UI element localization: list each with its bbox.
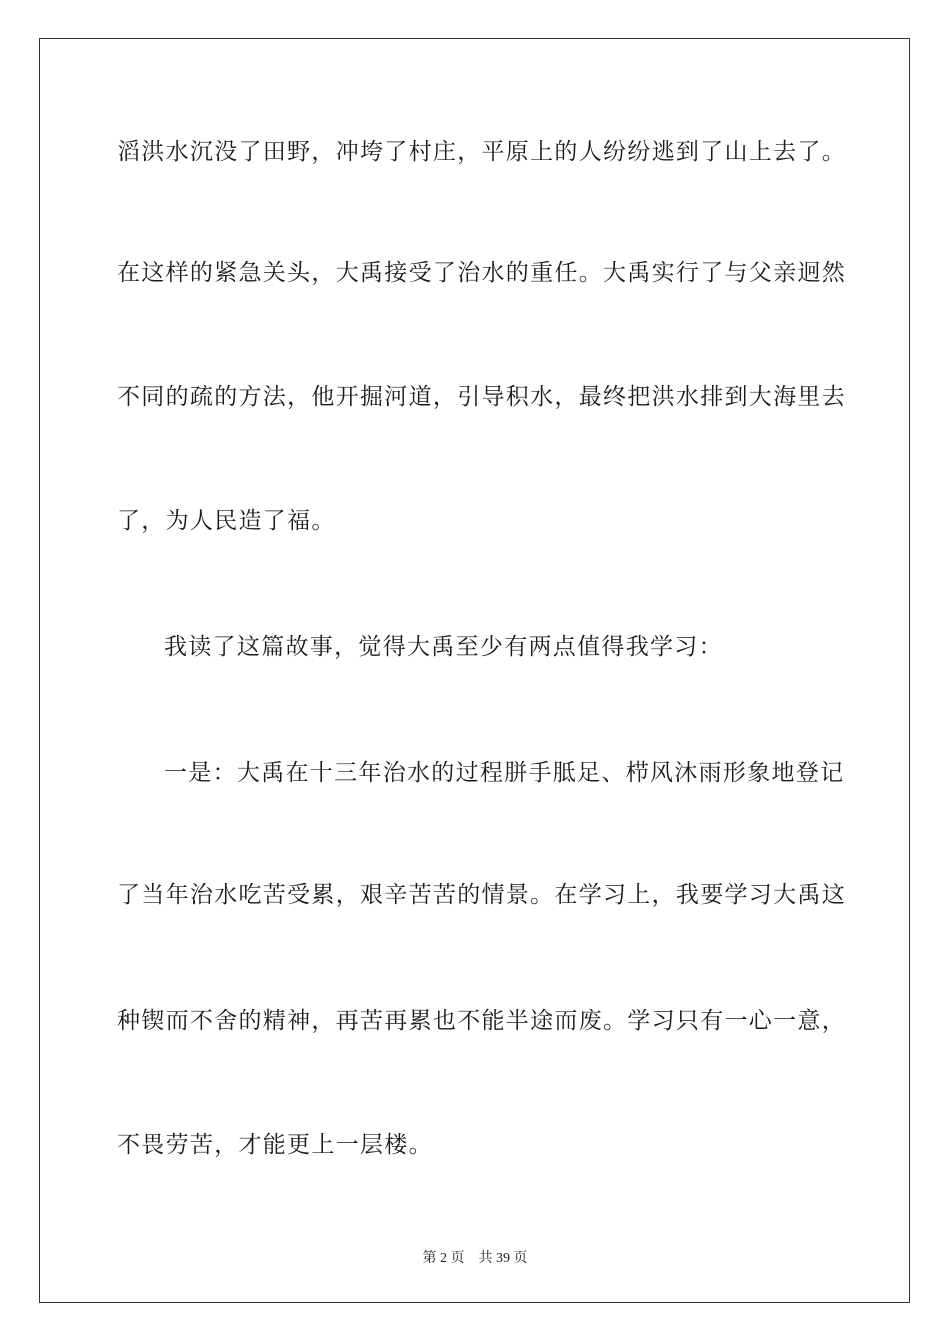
paragraph-line: 不畏劳苦，才能更上一层楼。 (117, 1132, 433, 1158)
page-number-current: 第 2 页 (422, 1251, 465, 1266)
paragraph-line: 我读了这篇故事，觉得大禹至少有两点值得我学习： (164, 634, 723, 660)
page-border (39, 38, 910, 1303)
paragraph-line: 不同的疏的方法，他开掘河道，引导积水，最终把洪水排到大海里去 (117, 384, 846, 410)
paragraph-line: 在这样的紧急关头，大禹接受了治水的重任。大禹实行了与父亲迥然 (117, 260, 846, 286)
paragraph-line: 滔洪水沉没了田野，冲垮了村庄，平原上的人纷纷逃到了山上去了。 (117, 139, 846, 165)
paragraph-line: 种锲而不舍的精神，再苦再累也不能半途而废。学习只有一心一意， (117, 1008, 846, 1034)
paragraph-line: 一是：大禹在十三年治水的过程胼手胝足、栉风沐雨形象地登记 (164, 760, 845, 786)
paragraph-line: 了当年治水吃苦受累，艰辛苦苦的情景。在学习上，我要学习大禹这 (117, 882, 846, 908)
page-number-total: 共 39 页 (478, 1251, 528, 1266)
paragraph-line: 了，为人民造了福。 (117, 508, 336, 534)
page-footer (0, 1247, 950, 1267)
